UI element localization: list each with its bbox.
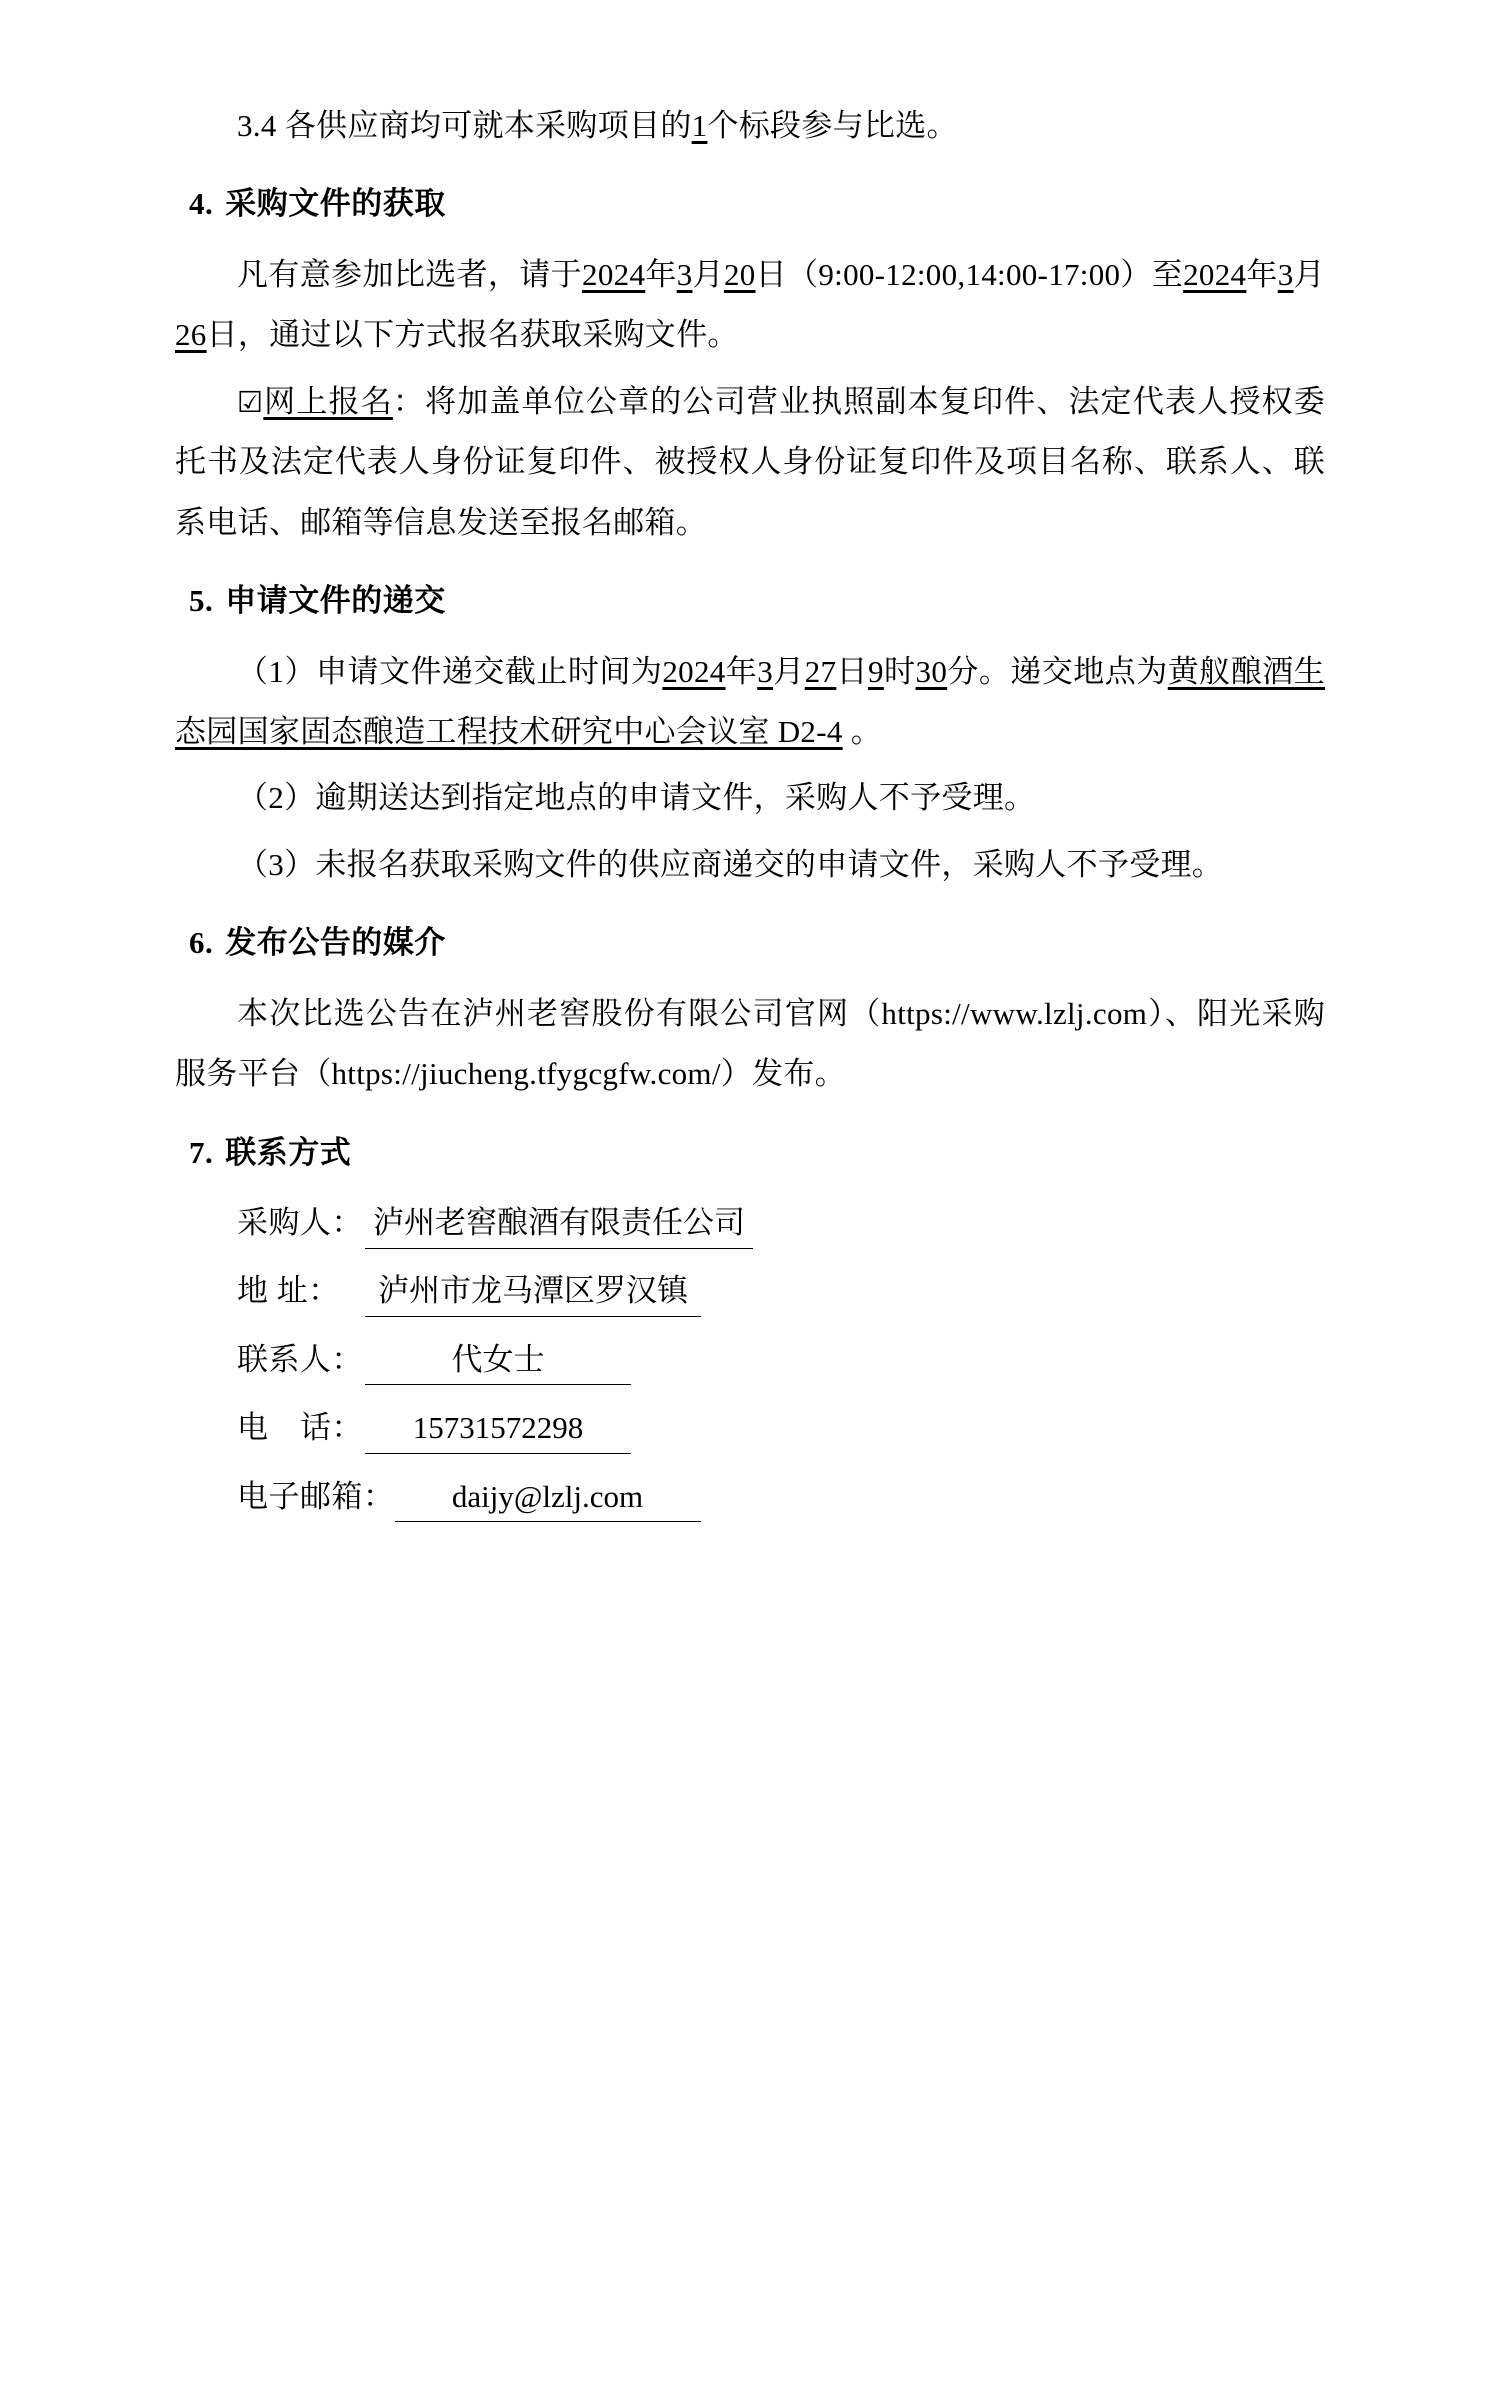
section-5-body [175,642,1325,896]
contact-value-phone: 15731572298 [365,1405,631,1454]
acquire-hours: 9:00-12:00,14:00-17:00 [818,256,1121,292]
section-number-5: 5. [189,583,214,619]
submission-day: 27 [804,653,837,689]
acquire-start-day: 20 [723,256,756,292]
online-registration-label: 网上报名 [263,383,393,419]
section-heading-7 [175,1123,1325,1183]
section-heading-6 [175,913,1325,973]
document-body [175,96,1325,1527]
section-title-6: 发布公告的媒介 [225,925,446,961]
contact-row-email [175,1467,1325,1527]
clause-number: 3.4 [237,108,277,143]
submission-place: 黄舣酿酒生态园国家固态酿造工程技术研究中心会议室 D2-4 [175,653,1326,749]
clause-text-after: 个标段参与比选。 [707,108,958,143]
acquire-end-year: 2024 [1183,256,1247,292]
contact-label-person: 联系人： [237,1341,363,1377]
contact-label-email: 电子邮箱： [237,1478,395,1514]
contact-row-purchaser [175,1193,1325,1253]
section-number-7: 7. [189,1134,214,1170]
contact-row-address [175,1261,1325,1321]
section-title-5: 申请文件的递交 [225,583,446,619]
contact-value-email: daijy@lzlj.com [395,1474,701,1523]
contact-label-address: 地 址： [237,1273,340,1309]
paragraph-acquire-time: 凡有意参加比选者，请于2024年3月20日（9:00-12:00,14:00-17:00）至2024年3月26日，通过以下方式报名获取采购文件。 [175,256,1325,353]
contact-row-person [175,1330,1325,1390]
section-heading-4 [175,174,1325,234]
section-number-4: 4. [189,186,214,222]
checked-checkbox-icon: ☑ [237,384,264,419]
submission-month: 3 [757,653,774,689]
contact-value-address: 泸州市龙马潭区罗汉镇 [365,1268,701,1317]
contact-value-purchaser: 泸州老窖酿酒有限责任公司 [365,1200,753,1249]
online-registration-body: ：将加盖单位公章的公司营业执照副本复印件、法定代表人授权委托书及法定代表人身份证复印件、被授权人身份证复印件及项目名称、联系人、联系电话、邮箱等信息发送至报名邮箱。 [175,383,1325,540]
section-title-4: 采购文件的获取 [225,186,446,222]
paragraph-online-registration [175,372,1325,553]
paragraph-unregistered-submission: （3）未报名获取采购文件的供应商递交的申请文件，采购人不予受理。 [237,846,1224,882]
paragraph-submission-deadline: （1）申请文件递交截止时间为2024年3月27日9时30分。递交地点为黄舣酿酒生态园国家固态酿造工程技术研究中心会议室 D2-4 。 [175,653,1326,749]
acquire-end-month: 3 [1277,256,1294,292]
submission-hour: 9 [868,653,884,689]
contact-value-person: 代女士 [365,1337,631,1386]
official-site-url: https://www.lzlj.com [881,995,1148,1031]
clause-lot-count: 1 [691,108,708,143]
section-title-7: 联系方式 [225,1134,352,1170]
section-heading-5 [175,571,1325,631]
paragraph-late-submission: （2）逾期送达到指定地点的申请文件，采购人不予受理。 [237,780,1036,816]
platform-url: https://jiucheng.tfygcgfw.com/ [331,1056,721,1092]
contact-label-phone: 电 话： [237,1410,363,1446]
acquire-start-year: 2024 [582,256,646,292]
section-number-6: 6. [189,925,214,961]
clause-3-4 [175,96,1325,156]
contact-list [175,1193,1325,1527]
acquire-end-day: 26 [175,317,207,353]
contact-label-purchaser: 采购人： [237,1205,363,1240]
clause-text-before: 各供应商均可就本采购项目的 [284,108,692,143]
paragraph-media-announcement: 本次比选公告在泸州老窖股份有限公司官网（https://www.lzlj.com）、阳光采购服务平台（https://jiucheng.tfygcgfw.com/）发布。 [175,995,1325,1092]
acquire-start-month: 3 [676,256,693,292]
contact-row-phone [175,1398,1325,1458]
submission-year: 2024 [662,653,726,689]
submission-minute: 30 [915,653,948,689]
